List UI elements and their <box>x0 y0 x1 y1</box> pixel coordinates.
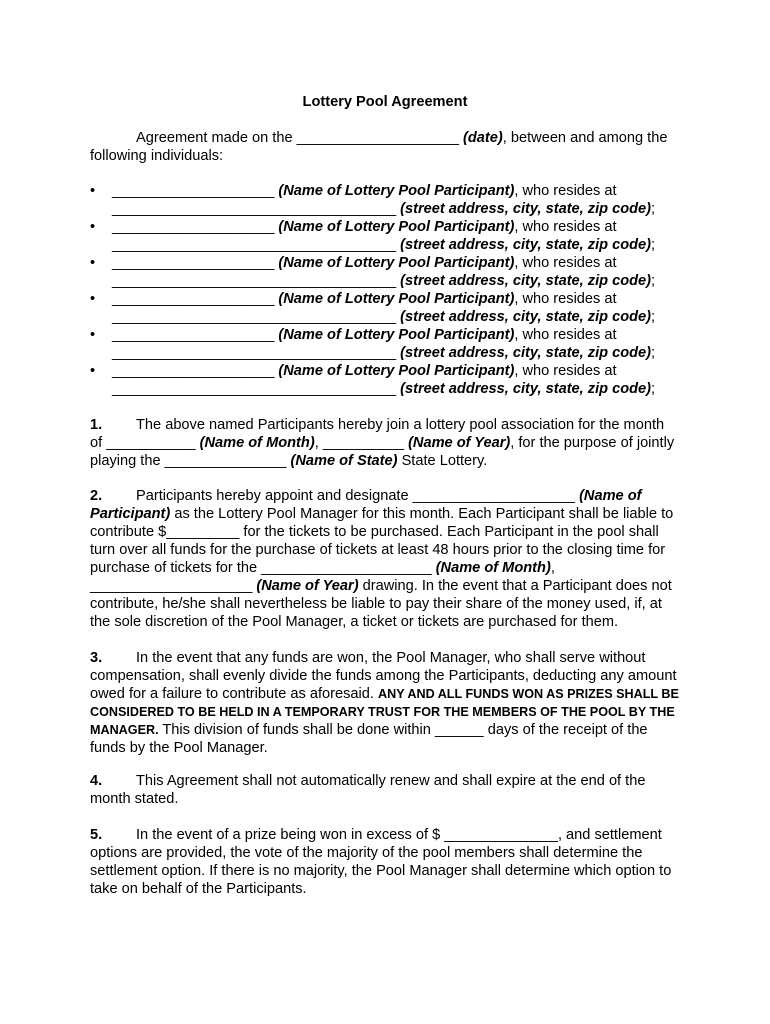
bullet-icon: • <box>90 363 96 379</box>
clause-3 <box>90 649 680 757</box>
clause-text: State Lottery. <box>401 453 488 469</box>
days-blank: ______ <box>434 722 484 738</box>
address-blank: ___________________________________ <box>112 237 397 253</box>
semicolon: ; <box>651 201 656 217</box>
month-label: (Name of Month) <box>199 435 315 451</box>
address-label: (street address, city, state, zip code) <box>400 201 652 217</box>
participant-entry <box>90 182 680 218</box>
clause-text: days of the receipt of the funds by the Pool Manager. <box>90 722 648 756</box>
clause-text: for the tickets to be purchased. Each Participant in the pool shall turn over all funds for the purchase of tickets at least 48 hours prior to the closing time for purchase of tickets for the <box>90 524 666 576</box>
clause-text: , and settlement options are provided, the vote of the majority of the pool members shall determine the settlement option. If there is no majority, the Pool Manager shall determine which option to take on behalf of the Participants. <box>90 827 672 897</box>
participant-list <box>90 182 680 398</box>
address-blank: ___________________________________ <box>112 345 397 361</box>
semicolon: ; <box>651 237 656 253</box>
date-label: (date) <box>463 130 503 146</box>
comma: , <box>550 560 555 576</box>
document-title: Lottery Pool Agreement <box>302 94 468 110</box>
clause-text: , for the purpose of jointly playing the <box>90 435 675 469</box>
prize-blank: ______________ <box>444 827 558 843</box>
participant-label: (Name of Participant) <box>90 488 642 522</box>
intro-paragraph <box>90 129 680 165</box>
resides-text: , who resides at <box>514 327 617 343</box>
semicolon: ; <box>651 345 656 361</box>
date-blank: ____________________ <box>296 130 459 146</box>
name-blank: ____________________ <box>112 183 275 199</box>
name-blank: ____________________ <box>112 219 275 235</box>
bullet-icon: • <box>90 183 96 199</box>
bullet-icon: • <box>90 219 96 235</box>
bullet-icon: • <box>90 327 96 343</box>
clause-text: Participants hereby appoint and designate <box>136 488 409 504</box>
name-blank: ____________________ <box>112 327 275 343</box>
address-blank: ___________________________________ <box>112 381 397 397</box>
year-label: (Name of Year) <box>408 435 511 451</box>
name-blank: ____________________ <box>112 291 275 307</box>
name-blank: ____________________ <box>112 363 275 379</box>
intro-lead: Agreement made on the <box>136 130 293 146</box>
manager-blank: ____________________ <box>412 488 575 504</box>
participant-entry <box>90 326 680 362</box>
clause-text: as the Lottery Pool Manager for this month. Each Participant shall be liable to contribute $ <box>90 506 674 540</box>
month-blank: _____________________ <box>261 560 432 576</box>
address-label: (street address, city, state, zip code) <box>400 237 652 253</box>
clause-number: 3. <box>90 650 103 666</box>
clause-number: 4. <box>90 773 103 789</box>
address-line <box>112 236 680 254</box>
name-blank: ____________________ <box>112 255 275 271</box>
month-label: (Name of Month) <box>435 560 551 576</box>
address-blank: ___________________________________ <box>112 201 397 217</box>
address-line <box>112 308 680 326</box>
trust-clause: ANY AND ALL FUNDS WON AS PRIZES SHALL BE CONSIDERED TO BE HELD IN A TEMPORARY TRUST FOR THE MEMBERS OF THE POOL BY THE MANAGER. <box>90 687 679 737</box>
name-label: (Name of Lottery Pool Participant) <box>278 291 515 307</box>
amount-blank: _________ <box>166 524 240 540</box>
year-label: (Name of Year) <box>256 578 359 594</box>
address-label: (street address, city, state, zip code) <box>400 345 652 361</box>
address-label: (street address, city, state, zip code) <box>400 273 652 289</box>
intro-tail: , between and among the following individuals: <box>90 130 668 164</box>
clause-text: drawing. In the event that a Participant does not contribute, he/she shall nevertheless be liable to pay their share of the money used, if, at the sole discretion of the Pool Manager, a ticket or tickets are purchased for them. <box>90 578 672 630</box>
address-blank: ___________________________________ <box>112 309 397 325</box>
clause-4 <box>90 772 680 808</box>
semicolon: ; <box>651 309 656 325</box>
address-blank: ___________________________________ <box>112 273 397 289</box>
participant-entry <box>90 362 680 398</box>
clause-text: In the event that any funds are won, the Pool Manager, who shall serve without compensation, shall evenly divide the funds among the Participants, deducting any amount owed for a failure to contribute as aforesaid. <box>90 650 677 702</box>
clause-text: In the event of a prize being won in excess of $ <box>136 827 441 843</box>
clause-number: 1. <box>90 417 103 433</box>
resides-text: , who resides at <box>514 363 617 379</box>
year-blank: ____________________ <box>90 578 253 594</box>
name-label: (Name of Lottery Pool Participant) <box>278 363 515 379</box>
clause-number: 5. <box>90 827 103 843</box>
bullet-icon: • <box>90 255 96 271</box>
address-line <box>112 272 680 290</box>
resides-text: , who resides at <box>514 219 617 235</box>
address-label: (street address, city, state, zip code) <box>400 381 652 397</box>
clause-number: 2. <box>90 488 103 504</box>
semicolon: ; <box>651 273 656 289</box>
clause-text: This Agreement shall not automatically renew and shall expire at the end of the month stated. <box>90 773 646 807</box>
name-label: (Name of Lottery Pool Participant) <box>278 219 515 235</box>
name-label: (Name of Lottery Pool Participant) <box>278 327 515 343</box>
resides-text: , who resides at <box>514 255 617 271</box>
clause-2 <box>90 487 680 631</box>
state-blank: _______________ <box>164 453 287 469</box>
address-line <box>112 344 680 362</box>
clause-1 <box>90 416 680 470</box>
comma: , <box>314 435 319 451</box>
resides-text: , who resides at <box>514 183 617 199</box>
clause-5 <box>90 826 680 898</box>
name-label: (Name of Lottery Pool Participant) <box>278 183 515 199</box>
semicolon: ; <box>651 381 656 397</box>
address-line <box>112 200 680 218</box>
state-label: (Name of State) <box>290 453 398 469</box>
name-label: (Name of Lottery Pool Participant) <box>278 255 515 271</box>
clause-text: The above named Participants hereby join a lottery pool association for the month of <box>90 417 665 451</box>
clause-text: This division of funds shall be done within <box>162 722 431 738</box>
year-blank: __________ <box>322 435 404 451</box>
participant-entry <box>90 254 680 290</box>
participant-entry <box>90 290 680 326</box>
bullet-icon: • <box>90 291 96 307</box>
address-label: (street address, city, state, zip code) <box>400 309 652 325</box>
resides-text: , who resides at <box>514 291 617 307</box>
participant-entry <box>90 218 680 254</box>
month-blank: ___________ <box>106 435 196 451</box>
address-line <box>112 380 680 398</box>
